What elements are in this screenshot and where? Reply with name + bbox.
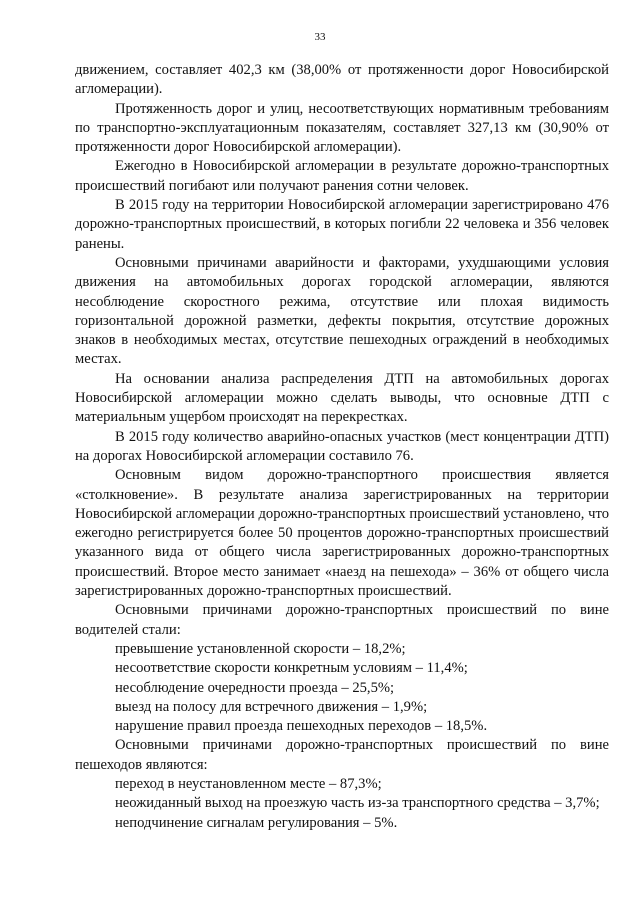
paragraph: Ежегодно в Новосибирской агломерации в результате дорожно-транспортных происшествий погибают или получают ранения сотни человек. xyxy=(75,158,609,194)
paragraph: На основании анализа распределения ДТП на автомобильных дорогах Новосибирской агломерации можно сделать выводы, что основные ДТП с материальным ущербом происходят на перекрестках. xyxy=(75,370,609,426)
list-item: несоответствие скорости конкретным условиям – 11,4%; xyxy=(115,660,468,677)
paragraph: Протяженность дорог и улиц, несоответствующих нормативным требованиям по транспортно-эксплуатационным показателям, составляет 327,13 км (30,90% от протяженности дорог Новосибирской агломерации). xyxy=(75,100,609,156)
document-body xyxy=(75,61,609,833)
list-item: переход в неустановленном месте – 87,3%; xyxy=(115,775,382,792)
paragraph: Основными причинами дорожно-транспортных происшествий по вине водителей стали: xyxy=(75,602,609,638)
paragraph: движением, составляет 402,3 км (38,00% от протяженности дорог Новосибирской агломерации). xyxy=(75,62,609,98)
paragraph: В 2015 году количество аварийно-опасных участков (мест концентрации ДТП) на дорогах Новосибирской агломерации составило 76. xyxy=(75,428,609,464)
list-item: выезд на полосу для встречного движения – 1,9%; xyxy=(115,698,428,715)
paragraph: В 2015 году на территории Новосибирской агломерации зарегистрировано 476 дорожно-транспортных происшествий, в которых погибли 22 человека и 356 человек ранены. xyxy=(75,197,609,252)
paragraph: Основным видом дорожно-транспортного происшествия является «столкновение». В результате анализа зарегистрированных на территории Новосибирской агломерации дорожно-транспортных происшествий установлено, что ежегодно регистрируется более 50 процентов дорожно-транспортных происшествий указанного вида от общего числа зарегистрированных дорожно-транспортных происшествий. Второе место занимает «наезд на пешехода» – 36% от общего числа зарегистрированных дорожно-транспортных происшествий. xyxy=(75,467,609,600)
paragraph: Основными причинами аварийности и факторами, ухудшающими условия движения на автомобильных дорогах городской агломерации, являются несоблюдение скоростного режима, отсутствие или плохая видимость горизонтальной дорожной разметки, дефекты покрытия, отсутствие дорожных знаков в необходимых местах, отсутствие пешеходных ограждений в необходимых местах. xyxy=(75,254,609,368)
list-item: нарушение правил проезда пешеходных переходов – 18,5%. xyxy=(115,718,488,735)
list-item: неподчинение сигналам регулирования – 5%. xyxy=(115,814,398,831)
list-item: превышение установленной скорости – 18,2%; xyxy=(115,640,406,657)
list-item: несоблюдение очередности проезда – 25,5%; xyxy=(115,679,395,696)
paragraph: Основными причинами дорожно-транспортных происшествий по вине пешеходов являются: xyxy=(75,737,609,773)
list-item: неожиданный выход на проезжую часть из-за транспортного средства – 3,7%; xyxy=(115,795,600,812)
page-number: 33 xyxy=(314,31,326,43)
